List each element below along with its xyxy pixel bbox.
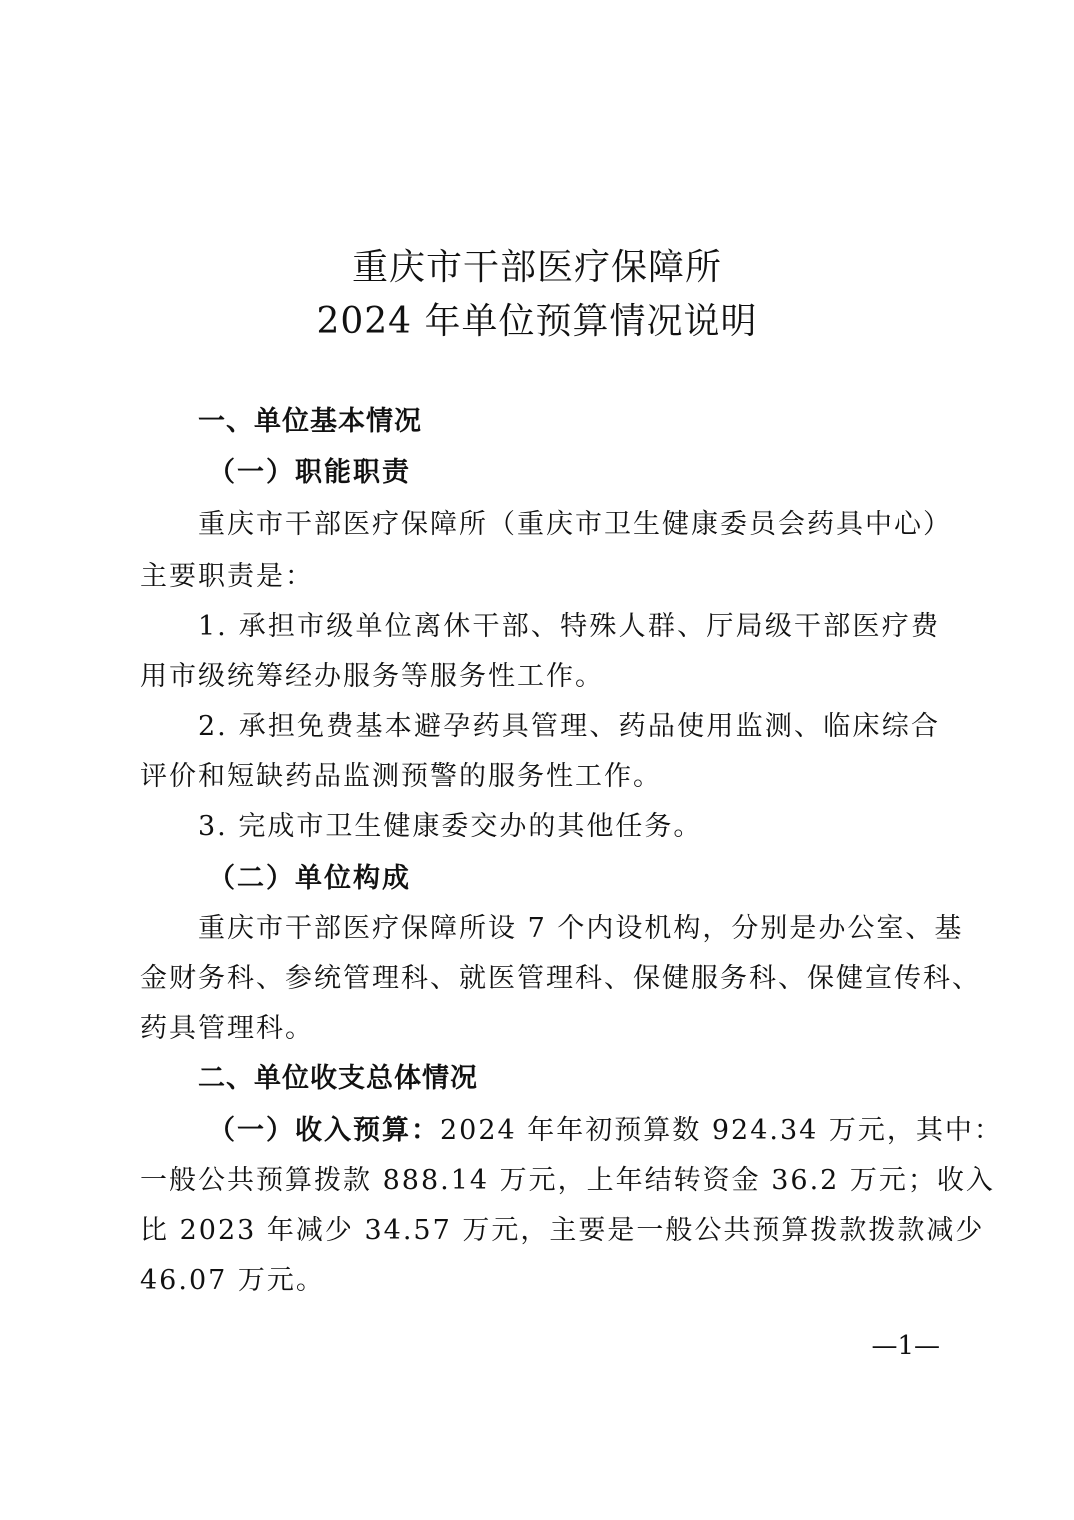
duty-item1-line1: 1. 承担市级单位离休干部、特殊人群、厅局级干部医疗费 xyxy=(198,611,940,642)
duty-item3-line1: 3. 完成市卫生健康委交办的其他任务。 xyxy=(198,811,703,842)
document-title-line2: 2024 年单位预算情况说明 xyxy=(316,301,758,342)
income-budget-line2: 一般公共预算拨款 888.14 万元，上年结转资金 36.2 万元；收入 xyxy=(140,1165,995,1196)
duty-item2-line1: 2. 承担免费基本避孕药具管理、药品使用监测、临床综合 xyxy=(198,711,940,742)
document-title-line1: 重庆市干部医疗保障所 xyxy=(351,247,722,288)
duties-intro-line1: 重庆市干部医疗保障所（重庆市卫生健康委员会药具中心） xyxy=(198,509,952,540)
income-budget-line1 xyxy=(208,1114,1003,1148)
duties-intro-line2: 主要职责是： xyxy=(140,561,314,592)
page-number: —1— xyxy=(871,1331,940,1361)
income-budget-line3: 比 2023 年减少 34.57 万元，主要是一般公共预算拨款拨款减少 xyxy=(140,1215,985,1246)
composition-line1: 重庆市干部医疗保障所设 7 个内设机构，分别是办公室、基 xyxy=(198,913,964,944)
section1-heading: 一、单位基本情况 xyxy=(198,406,422,437)
section2-heading: 二、单位收支总体情况 xyxy=(198,1063,478,1094)
section1-sub1-heading: （一）职能职责 xyxy=(208,457,411,488)
income-budget-line1-text: 2024 年年初预算数 924.34 万元，其中： xyxy=(440,1115,1003,1146)
composition-line2: 金财务科、参统管理科、就医管理科、保健服务科、保健宣传科、 xyxy=(140,963,981,994)
income-budget-line4: 46.07 万元。 xyxy=(140,1265,325,1296)
income-budget-label: （一）收入预算： xyxy=(208,1115,440,1146)
duty-item2-line2: 评价和短缺药品监测预警的服务性工作。 xyxy=(140,761,662,792)
composition-line3: 药具管理科。 xyxy=(140,1013,314,1044)
duty-item1-line2: 用市级统筹经办服务等服务性工作。 xyxy=(140,661,604,692)
section1-sub2-heading: （二）单位构成 xyxy=(208,863,411,894)
